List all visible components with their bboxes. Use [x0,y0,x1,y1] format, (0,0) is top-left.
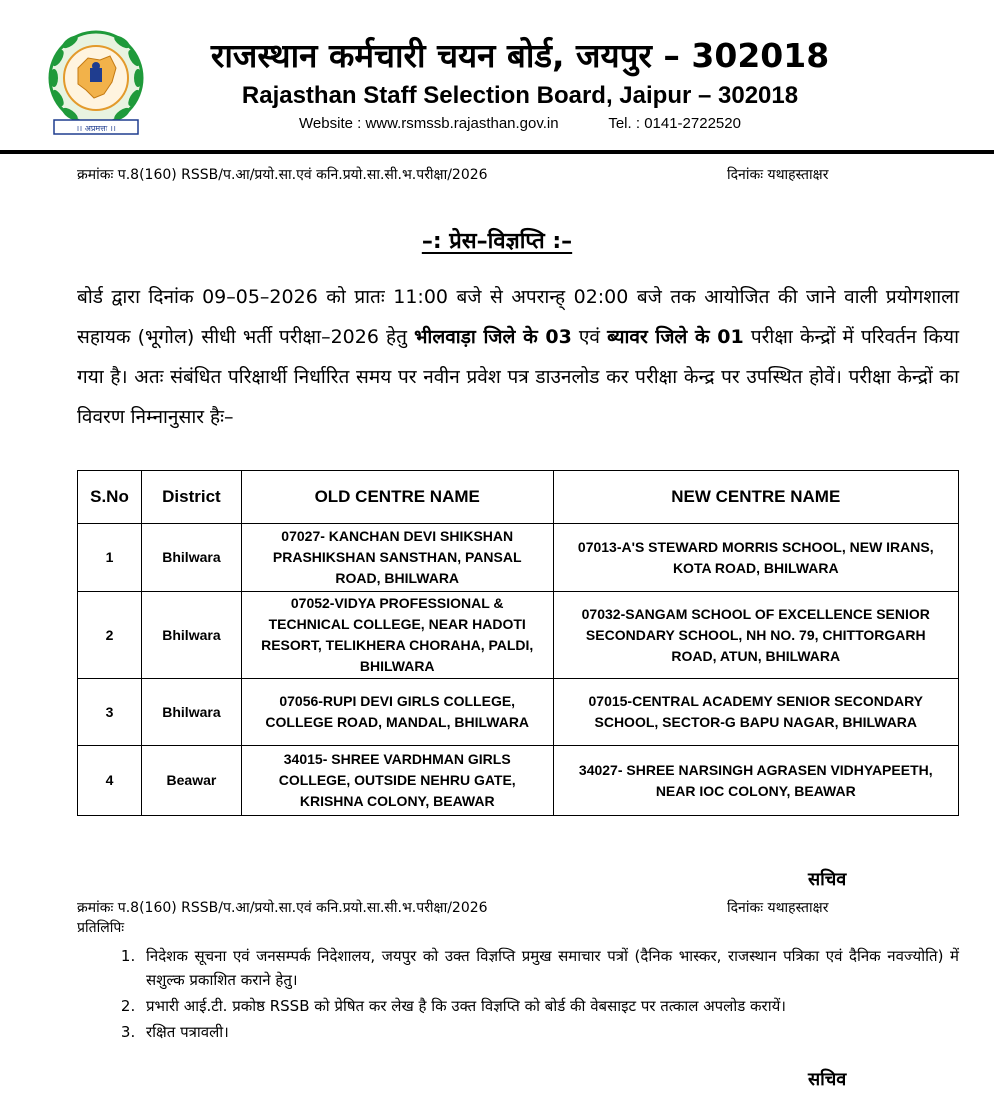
header-district: District [141,471,241,524]
table-row [78,746,959,816]
cell-old-centre: 07052-VIDYA PROFESSIONAL & TECHNICAL COLLEGE, NEAR HADOTI RESORT, TELIKHERA CHORAHA, PALDI, BHILWARA [241,592,553,679]
cell-new-centre: 07013-A'S STEWARD MORRIS SCHOOL, NEW IRANS, KOTA ROAD, BHILWARA [553,524,958,592]
header-old-centre: OLD CENTRE NAME [241,471,553,524]
table-header-row [78,471,959,524]
board-title-english: Rajasthan Staff Selection Board, Jaipur – 302018 [241,82,799,109]
table-row [78,524,959,592]
website-text: Website : www.rsmssb.rajasthan.gov.in [299,115,559,132]
body-part-3: परीक्षा केन्द्रों में परिवर्तन किया गया है। अतः संबंधित परिक्षार्थी निर्धारित समय पर नवीन प्रवेश पत्र डाउनलोड कर परीक्षा केन्द्र पर उपस्थित होवें। परीक्षा केन्द्रों का विवरण निम्नानुसार हैः– [77,326,959,428]
cell-district: Bhilwara [141,524,241,592]
cell-new-centre: 34027- SHREE NARSINGH AGRASEN VIDHYAPEETH, NEAR IOC COLONY, BEAWAR [553,746,958,816]
copy-heading: प्रतिलिपिः [77,920,125,936]
cell-old-centre: 07027- KANCHAN DEVI SHIKSHAN PRASHIKSHAN SANSTHAN, PANSAL ROAD, BHILWARA [241,524,553,592]
body-part-2: एवं [571,326,608,348]
press-release-body [77,277,959,437]
table-row [78,592,959,679]
body-bold-beawar: ब्यावर जिले के 01 [607,326,744,348]
board-title-hindi: राजस्थान कर्मचारी चयन बोर्ड, जयपुर – 302018 [210,36,830,75]
reference-date: दिनांकः यथाहस्ताक्षर [727,167,829,183]
list-item: 2. प्रभारी आई.टी. प्रकोष्ठ RSSB को प्रेषित कर लेख है कि उक्त विज्ञप्ति को बोर्ड की वेबसाइट पर तत्काल अपलोड करायें। [140,994,959,1018]
list-item: 3. रक्षित पत्रावली। [140,1020,959,1044]
cell-sno: 2 [78,592,142,679]
cell-sno: 3 [78,679,142,746]
cell-new-centre: 07032-SANGAM SCHOOL OF EXCELLENCE SENIOR SECONDARY SCHOOL, NH NO. 79, CHITTORGARH ROAD, ATUN, BHILWARA [553,592,958,679]
cell-district: Beawar [141,746,241,816]
centre-change-table [77,470,959,816]
header-rule [0,150,994,154]
cell-sno: 4 [78,746,142,816]
emblem-icon [44,28,148,140]
cell-old-centre: 07056-RUPI DEVI GIRLS COLLEGE, COLLEGE ROAD, MANDAL, BHILWARA [241,679,553,746]
press-heading-text: –: प्रेस–विज्ञप्ति :– [421,229,573,254]
contact-line [170,113,870,135]
rssb-logo [44,28,148,140]
cell-old-centre: 34015- SHREE VARDHMAN GIRLS COLLEGE, OUTSIDE NEHRU GATE, KRISHNA COLONY, BEAWAR [241,746,553,816]
copy-list [77,944,959,1046]
header-new-centre: NEW CENTRE NAME [553,471,958,524]
reference-date-copy: दिनांकः यथाहस्ताक्षर [727,900,829,916]
cell-district: Bhilwara [141,679,241,746]
cell-district: Bhilwara [141,592,241,679]
body-part-1: बोर्ड द्वारा दिनांक 09–05–2026 को प्रातः 11:00 बजे से अपरान्ह् 02:00 बजे तक आयोजित की जाने वाली प्रयोगशाला सहायक (भूगोल) सीधी भर्ती परीक्षा–2026 हेतु [77,286,959,348]
cell-new-centre: 07015-CENTRAL ACADEMY SENIOR SECONDARY SCHOOL, SECTOR-G BAPU NAGAR, BHILWARA [553,679,958,746]
secretary-signature: सचिव [808,869,847,890]
secretary-signature-copy: सचिव [808,1069,847,1090]
body-bold-bhilwara: भीलवाड़ा जिले के 03 [414,326,572,348]
table-row [78,679,959,746]
phone-text: Tel. : 0141-2722520 [608,115,741,132]
reference-number-copy: क्रमांकः प.8(160) RSSB/प.आ/प्रयो.सा.एवं कनि.प्रयो.सा.सी.भ.परीक्षा/2026 [77,900,488,916]
reference-number: क्रमांकः प.8(160) RSSB/प.आ/प्रयो.सा.एवं कनि.प्रयो.सा.सी.भ.परीक्षा/2026 [77,167,488,183]
press-release-heading [0,226,994,258]
header-sno: S.No [78,471,142,524]
logo-motto: ।। अप्रमत्तः ।। [76,124,116,133]
list-item: 1. निदेशक सूचना एवं जनसम्पर्क निदेशालय, जयपुर को उक्त विज्ञप्ति प्रमुख समाचार पत्रों (दैनिक भास्कर, राजस्थान पत्रिका एवं दैनिक नवज्योति) में सशुल्क प्रकाशित कराने हेतु। [140,944,959,992]
cell-sno: 1 [78,524,142,592]
